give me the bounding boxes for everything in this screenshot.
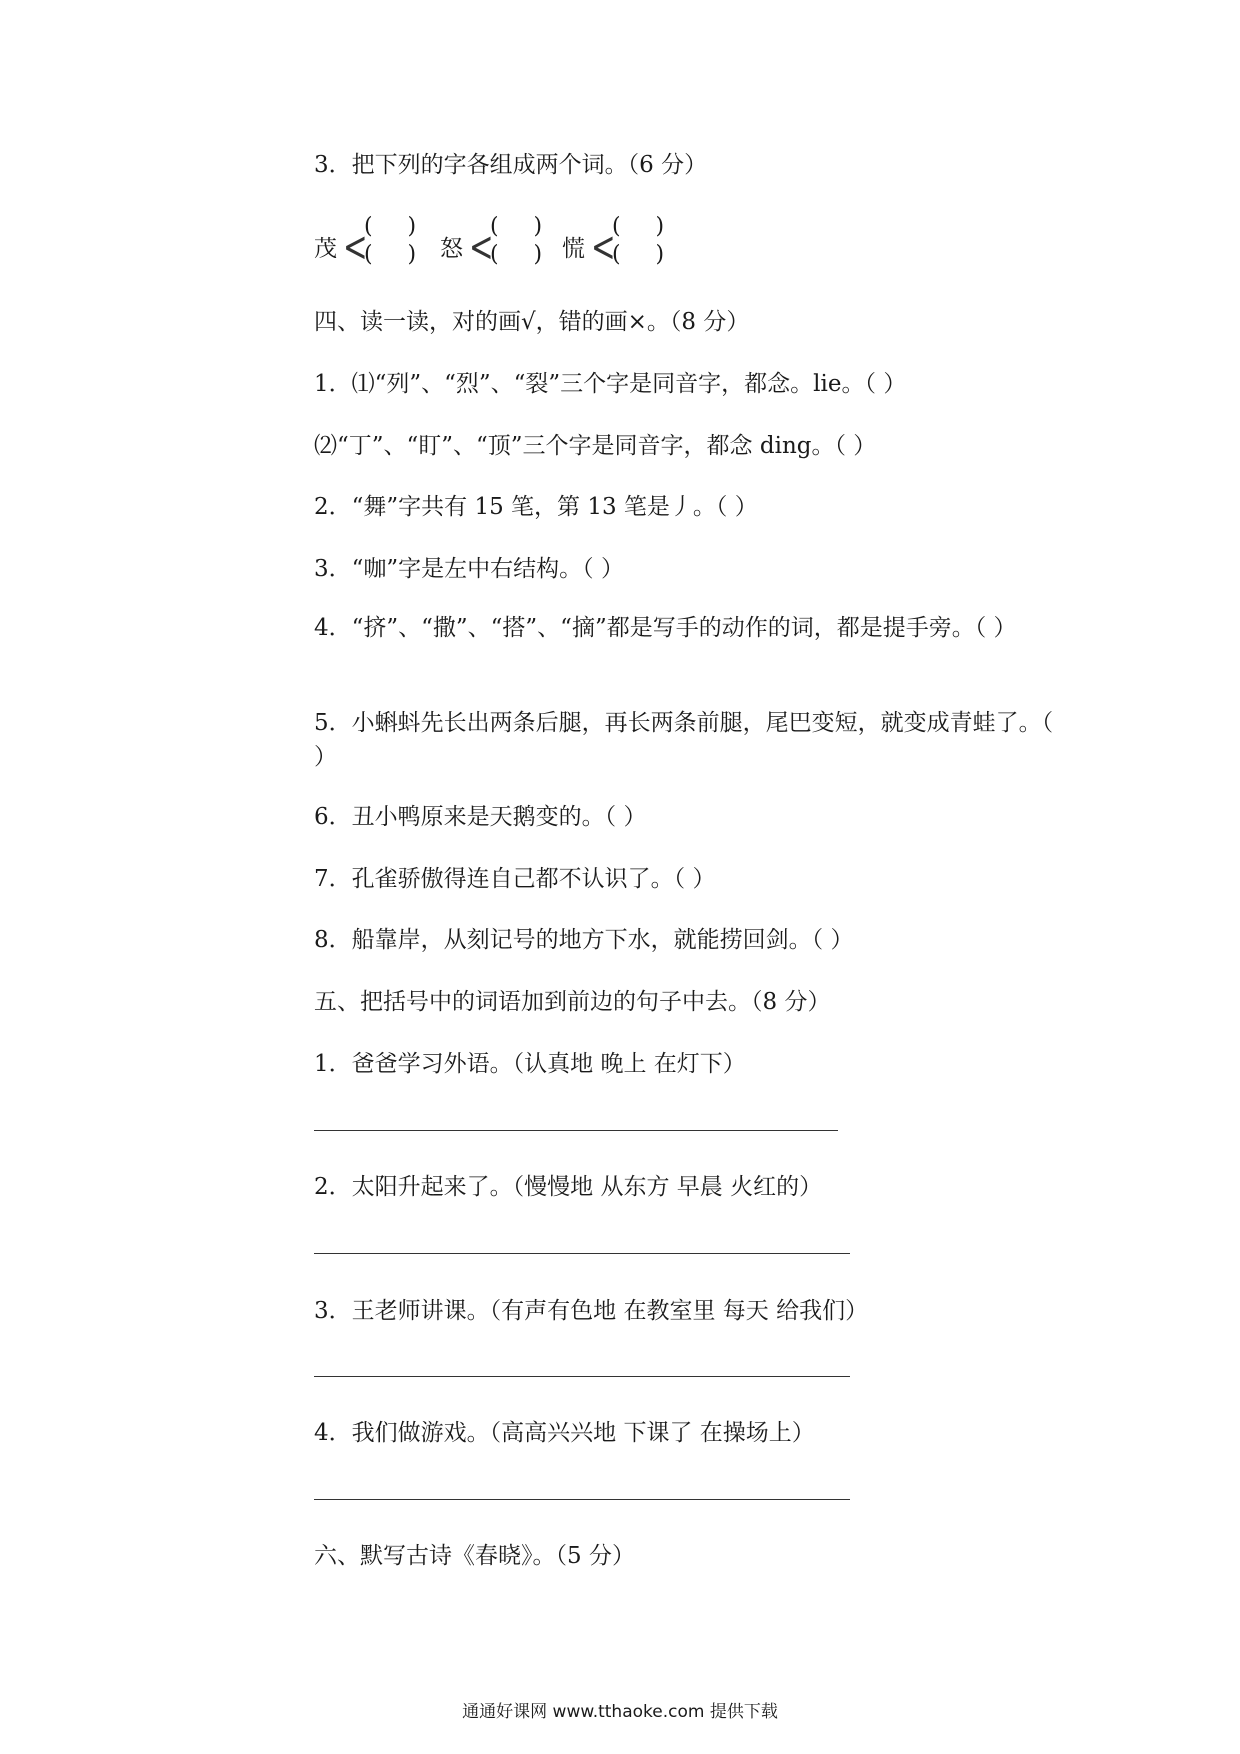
section-5-title: 五、把括号中的词语加到前边的句子中去。（8 分） <box>314 989 831 1015</box>
footer-text: 通通好课网 www.tthaoke.com 提供下载 <box>462 1702 778 1722</box>
s4-item-2: 2．“舞”字共有 15 笔，第 13 笔是丿。（ ） <box>314 494 758 520</box>
s5-item-4: 4．我们做游戏。（高高兴兴地 下课了 在操场上） <box>314 1420 815 1446</box>
answer-line[interactable] <box>314 1376 850 1377</box>
s5-item-3: 3．王老师讲课。（有声有色地 在教室里 每天 给我们） <box>314 1298 869 1324</box>
branch-bracket-icon: < <box>343 222 368 271</box>
s4-item-1-1: 1．⑴“列”、“烈”、“裂”三个字是同音字，都念。lie。（ ） <box>314 371 907 397</box>
answer-blank-bottom[interactable]: ( ) <box>612 242 665 267</box>
answer-blank-top[interactable]: ( ) <box>612 214 665 239</box>
answer-blank-bottom[interactable]: ( ) <box>490 242 543 267</box>
s4-item-1-2: ⑵“丁”、“盯”、“顶”三个字是同音字，都念 ding。（ ） <box>314 433 877 459</box>
s5-item-2: 2．太阳升起来了。（慢慢地 从东方 早晨 火红的） <box>314 1174 823 1200</box>
section-4-title: 四、读一读，对的画√，错的画×。（8 分） <box>314 309 750 335</box>
s4-item-6: 6．丑小鸭原来是天鹅变的。（ ） <box>314 804 647 830</box>
s4-item-3: 3．“咖”字是左中右结构。（ ） <box>314 556 624 582</box>
answer-blank-bottom[interactable]: ( ) <box>364 242 417 267</box>
answer-blank-top[interactable]: ( ) <box>364 214 417 239</box>
group-char: 茂 <box>314 236 337 262</box>
answer-line[interactable] <box>314 1499 850 1500</box>
q3-title: 3．把下列的字各组成两个词。（6 分） <box>314 152 708 178</box>
answer-blank-top[interactable]: ( ) <box>490 214 543 239</box>
s4-item-5: 5．小蝌蚪先长出两条后腿，再长两条前腿，尾巴变短，就变成青蛙了。（ ） <box>314 710 1054 770</box>
branch-bracket-icon: < <box>469 222 494 271</box>
s4-item-8: 8．船靠岸，从刻记号的地方下水，就能捞回剑。（ ） <box>314 927 854 953</box>
s5-item-1: 1．爸爸学习外语。（认真地 晚上 在灯下） <box>314 1051 746 1077</box>
branch-bracket-icon: < <box>591 222 616 271</box>
answer-line[interactable] <box>314 1253 850 1254</box>
group-char: 慌 <box>562 236 585 262</box>
s4-item-4: 4．“挤”、“撒”、“搭”、“摘”都是写手的动作的词，都是提手旁。（ ） <box>314 615 1017 641</box>
group-char: 怒 <box>440 236 463 262</box>
s4-item-7: 7．孔雀骄傲得连自己都不认识了。（ ） <box>314 866 716 892</box>
section-6-title: 六、默写古诗《春晓》。（5 分） <box>314 1543 635 1569</box>
answer-line[interactable] <box>314 1130 838 1131</box>
